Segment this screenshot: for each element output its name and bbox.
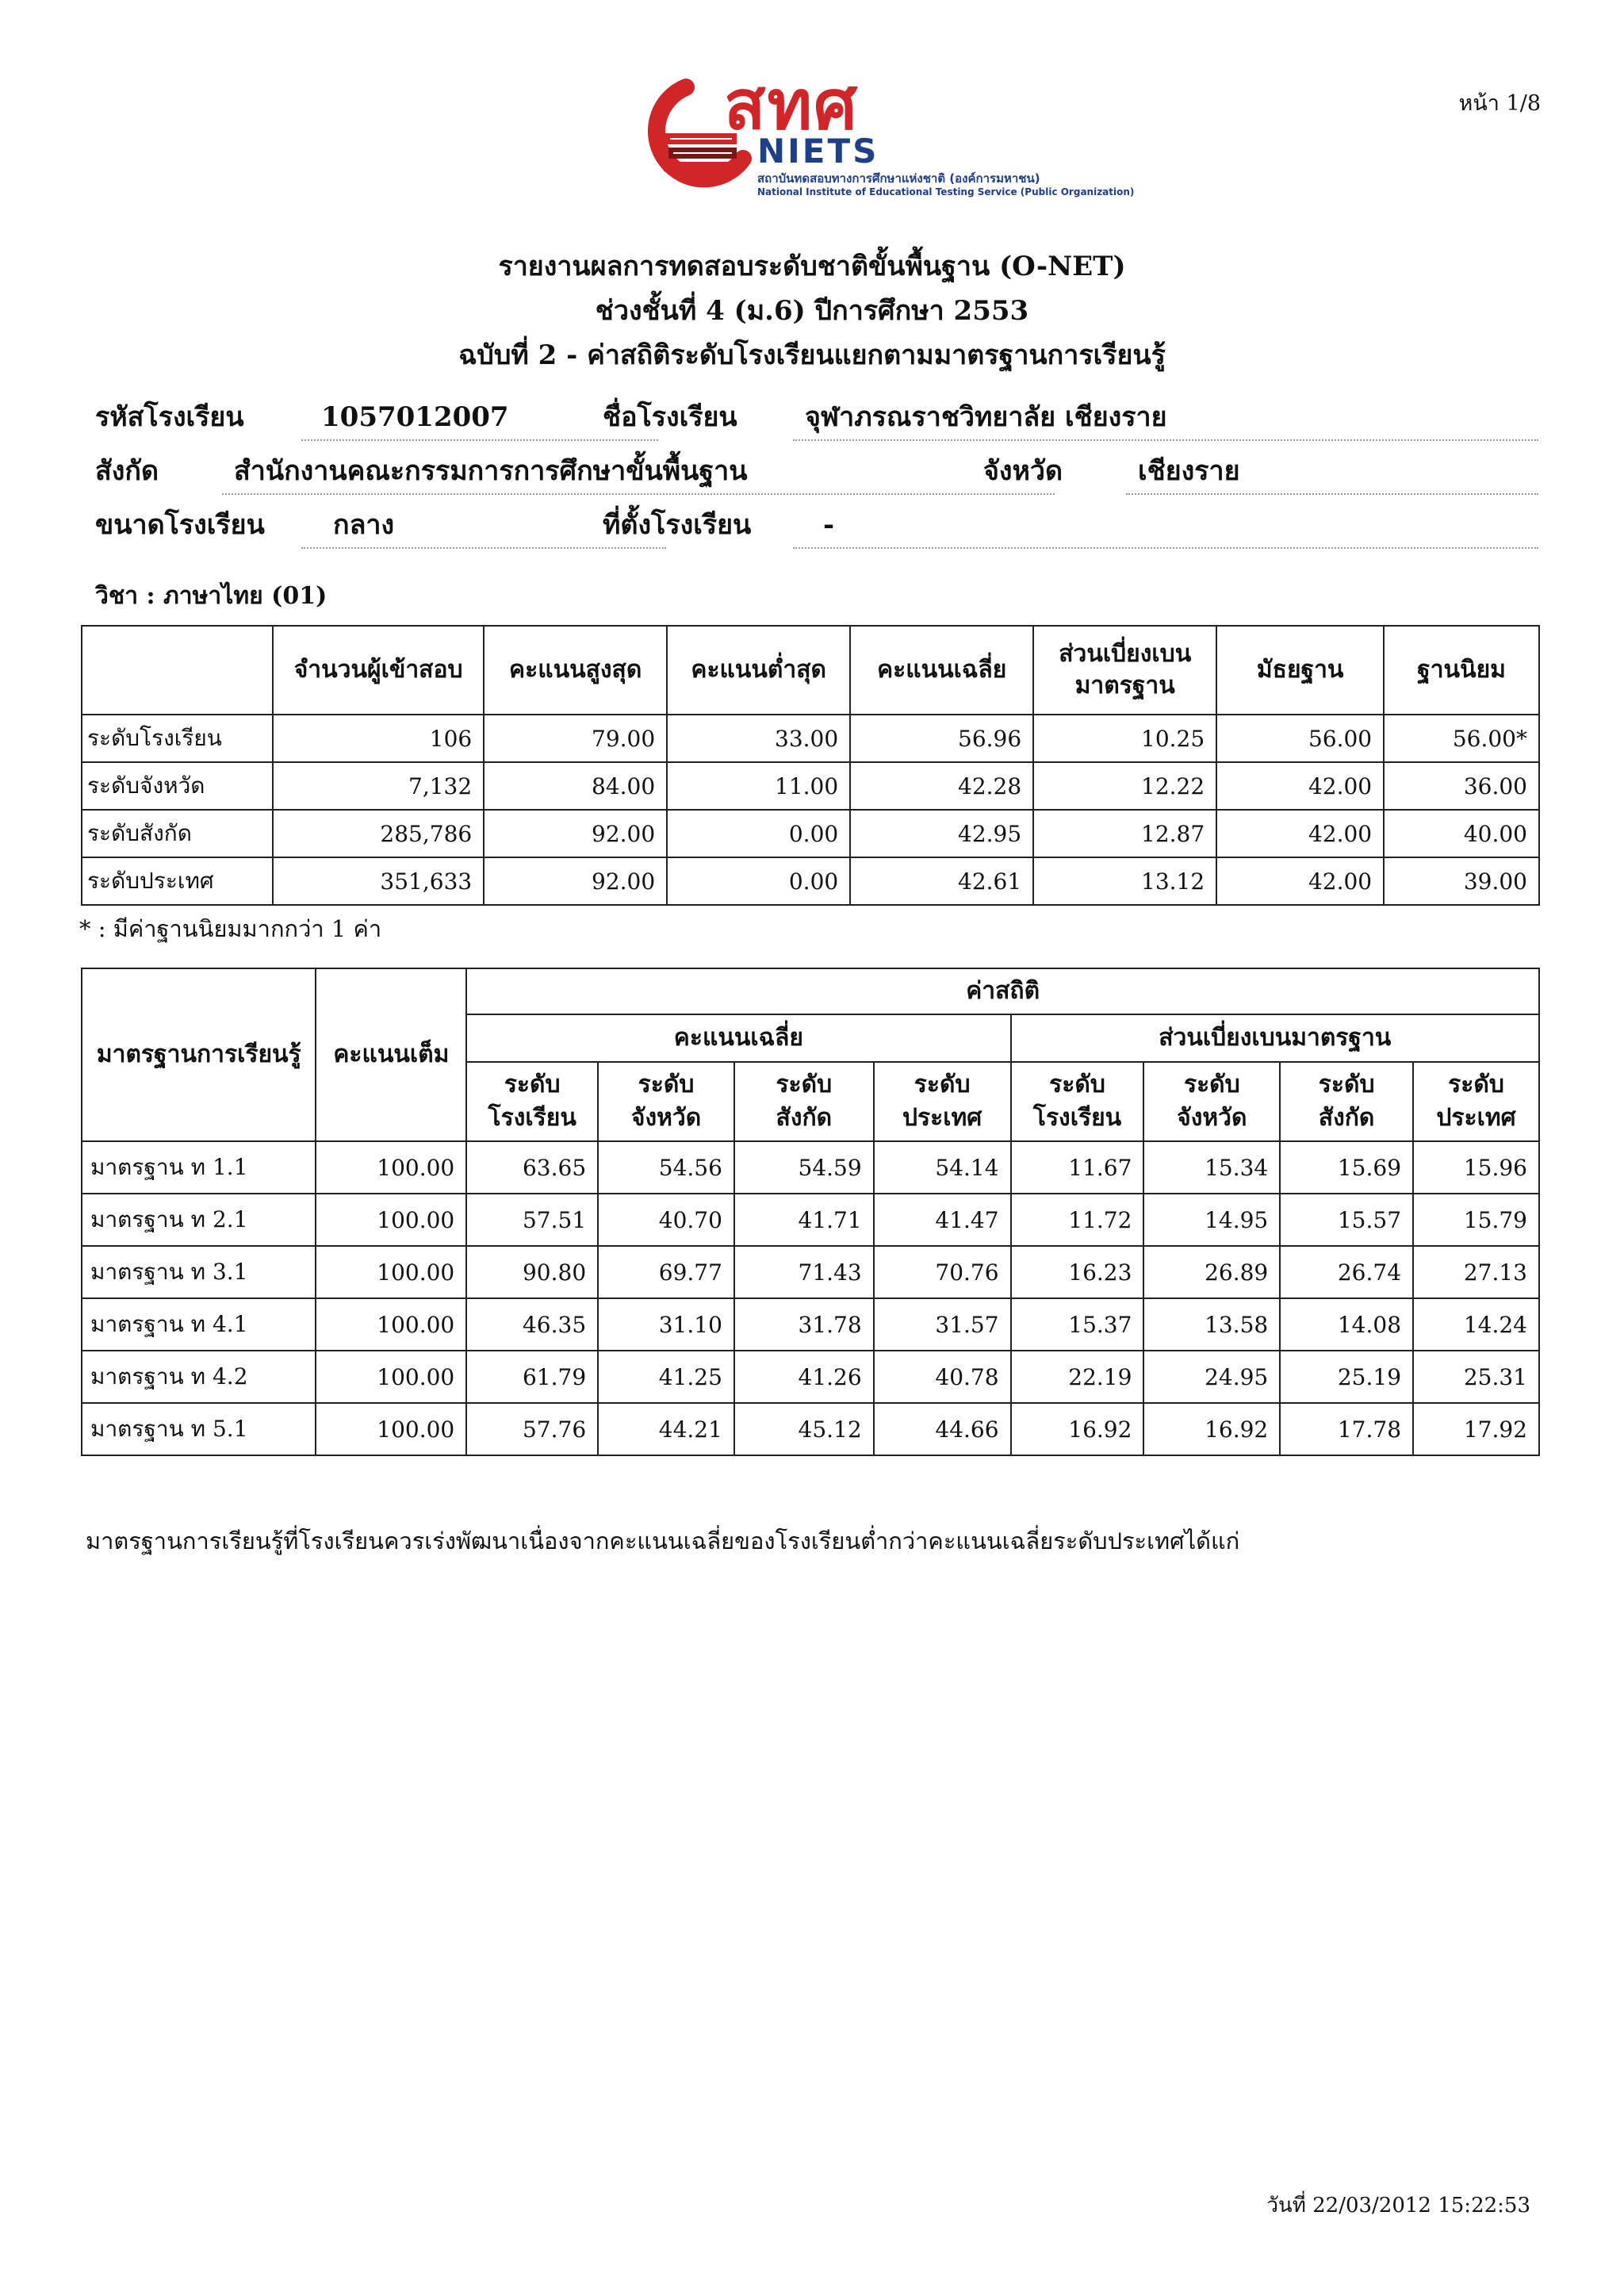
row-label: มาตรฐาน ท 2.1 bbox=[82, 1194, 316, 1246]
cell: 14.95 bbox=[1143, 1194, 1280, 1246]
summary-header-blank bbox=[82, 626, 273, 715]
cell: 15.57 bbox=[1280, 1194, 1413, 1246]
province-label: จังหวัด bbox=[983, 455, 1063, 487]
school-code-value: 1057012007 bbox=[321, 401, 509, 433]
dotted-line bbox=[301, 439, 658, 441]
dotted-line bbox=[1126, 493, 1538, 495]
std-header-mean-affiliation bbox=[734, 1062, 874, 1141]
summary-header-count: จำนวนผู้เข้าสอบ bbox=[273, 626, 484, 715]
cell: 79.00 bbox=[484, 715, 667, 762]
cell: 100.00 bbox=[316, 1141, 466, 1194]
summary-header-row bbox=[82, 626, 1539, 715]
report-title bbox=[0, 244, 1624, 378]
mode-footnote: * : มีค่าฐานนิยมมากกว่า 1 ค่า bbox=[79, 915, 382, 942]
cell: 92.00 bbox=[484, 810, 667, 857]
cell: 63.65 bbox=[466, 1141, 598, 1194]
cell: 54.59 bbox=[734, 1141, 874, 1194]
level-name: ประเทศ bbox=[902, 1104, 982, 1132]
cell: 54.56 bbox=[598, 1141, 734, 1194]
row-label: ระดับประเทศ bbox=[82, 857, 273, 905]
table-row bbox=[82, 1403, 1539, 1455]
summary-header-mode: ฐานนิยม bbox=[1384, 626, 1539, 715]
level-word: ระดับ bbox=[1318, 1071, 1375, 1098]
cell: 42.61 bbox=[850, 857, 1033, 905]
cell: 22.19 bbox=[1011, 1351, 1144, 1403]
std-header-full-score: คะแนนเต็ม bbox=[316, 968, 466, 1141]
cell: 15.79 bbox=[1413, 1194, 1539, 1246]
school-location-value: - bbox=[823, 509, 835, 541]
summary-header-max: คะแนนสูงสุด bbox=[484, 626, 667, 715]
cell: 40.00 bbox=[1384, 810, 1539, 857]
level-word: ระดับ bbox=[914, 1071, 971, 1098]
cell: 25.31 bbox=[1413, 1351, 1539, 1403]
dotted-line bbox=[301, 547, 666, 549]
title-line-3: ฉบับที่ 2 - ค่าสถิติระดับโรงเรียนแยกตามมาตรฐานการเรียนรู้ bbox=[458, 339, 1166, 371]
std-header-mean: คะแนนเฉลี่ย bbox=[466, 1014, 1010, 1062]
dotted-line bbox=[222, 493, 1055, 495]
cell: 42.95 bbox=[850, 810, 1033, 857]
cell: 16.92 bbox=[1011, 1403, 1144, 1455]
cell: 61.79 bbox=[466, 1351, 598, 1403]
cell: 36.00 bbox=[1384, 762, 1539, 810]
title-line-2: ช่วงชั้นที่ 4 (ม.6) ปีการศึกษา 2553 bbox=[595, 295, 1029, 327]
row-label: ระดับจังหวัด bbox=[82, 762, 273, 810]
std-header-sd-country bbox=[1413, 1062, 1539, 1141]
cell: 71.43 bbox=[734, 1246, 874, 1298]
table-row bbox=[82, 1351, 1539, 1403]
cell: 0.00 bbox=[667, 810, 850, 857]
cell: 41.26 bbox=[734, 1351, 874, 1403]
logo-brand-thai: สทศ bbox=[724, 66, 859, 145]
std-header-sd: ส่วนเบี่ยงเบนมาตรฐาน bbox=[1011, 1014, 1539, 1062]
level-word: ระดับ bbox=[1448, 1071, 1504, 1098]
cell: 46.35 bbox=[466, 1298, 598, 1351]
row-label: มาตรฐาน ท 4.2 bbox=[82, 1351, 316, 1403]
cell: 26.74 bbox=[1280, 1246, 1413, 1298]
cell: 351,633 bbox=[273, 857, 484, 905]
cell: 15.69 bbox=[1280, 1141, 1413, 1194]
cell: 44.21 bbox=[598, 1403, 734, 1455]
cell: 41.25 bbox=[598, 1351, 734, 1403]
cell: 14.08 bbox=[1280, 1298, 1413, 1351]
school-size-label: ขนาดโรงเรียน bbox=[95, 509, 265, 541]
table-row bbox=[82, 1194, 1539, 1246]
cell: 42.00 bbox=[1216, 762, 1384, 810]
table-row bbox=[82, 762, 1539, 810]
logo-org-en: National Institute of Educational Testing Service (Public Organization) bbox=[757, 186, 1135, 197]
cell: 106 bbox=[273, 715, 484, 762]
level-name: จังหวัด bbox=[1177, 1104, 1247, 1132]
affiliation-label: สังกัด bbox=[95, 455, 159, 487]
row-label: มาตรฐาน ท 1.1 bbox=[82, 1141, 316, 1194]
cell: 12.87 bbox=[1033, 810, 1216, 857]
print-date: วันที่ 22/03/2012 15:22:53 bbox=[1266, 2194, 1530, 2217]
affiliation-row bbox=[95, 449, 1538, 498]
school-size-value: กลาง bbox=[333, 509, 395, 541]
cell: 100.00 bbox=[316, 1246, 466, 1298]
logo-brand-en: NIETS bbox=[757, 132, 879, 171]
level-word: ระดับ bbox=[638, 1071, 695, 1098]
cell: 31.10 bbox=[598, 1298, 734, 1351]
cell: 15.96 bbox=[1413, 1141, 1539, 1194]
cell: 90.80 bbox=[466, 1246, 598, 1298]
cell: 69.77 bbox=[598, 1246, 734, 1298]
std-header-sd-province bbox=[1143, 1062, 1280, 1141]
table-row bbox=[82, 857, 1539, 905]
cell: 11.00 bbox=[667, 762, 850, 810]
std-header-mean-country bbox=[874, 1062, 1011, 1141]
row-label: มาตรฐาน ท 5.1 bbox=[82, 1403, 316, 1455]
level-word: ระดับ bbox=[504, 1071, 561, 1098]
cell: 27.13 bbox=[1413, 1246, 1539, 1298]
cell: 13.58 bbox=[1143, 1298, 1280, 1351]
std-header-mean-school bbox=[466, 1062, 598, 1141]
level-word: ระดับ bbox=[776, 1071, 833, 1098]
cell: 42.00 bbox=[1216, 810, 1384, 857]
level-name: สังกัด bbox=[776, 1104, 833, 1132]
school-code-label: รหัสโรงเรียน bbox=[95, 401, 244, 433]
cell: 7,132 bbox=[273, 762, 484, 810]
cell: 56.96 bbox=[850, 715, 1033, 762]
dotted-line bbox=[793, 439, 1538, 441]
level-name: สังกัด bbox=[1318, 1104, 1375, 1132]
level-word: ระดับ bbox=[1183, 1071, 1240, 1098]
improvement-note: มาตรฐานการเรียนรู้ที่โรงเรียนควรเร่งพัฒนาเนื่องจากคะแนนเฉลี่ยของโรงเรียนต่ำกว่าคะแนนเฉลี่ยระดับประเทศได้แก่ bbox=[86, 1527, 1240, 1554]
cell: 11.72 bbox=[1011, 1194, 1144, 1246]
row-label: ระดับสังกัด bbox=[82, 810, 273, 857]
row-label: มาตรฐาน ท 3.1 bbox=[82, 1246, 316, 1298]
cell: 57.76 bbox=[466, 1403, 598, 1455]
cell: 57.51 bbox=[466, 1194, 598, 1246]
summary-header-sd-line2: มาตรฐาน bbox=[1074, 672, 1175, 700]
summary-header-median: มัธยฐาน bbox=[1216, 626, 1384, 715]
cell: 15.37 bbox=[1011, 1298, 1144, 1351]
cell: 54.14 bbox=[874, 1141, 1011, 1194]
cell: 0.00 bbox=[667, 857, 850, 905]
cell: 16.23 bbox=[1011, 1246, 1144, 1298]
cell: 17.78 bbox=[1280, 1403, 1413, 1455]
cell: 42.00 bbox=[1216, 857, 1384, 905]
cell: 12.22 bbox=[1033, 762, 1216, 810]
cell: 33.00 bbox=[667, 715, 850, 762]
cell: 100.00 bbox=[316, 1194, 466, 1246]
cell: 10.25 bbox=[1033, 715, 1216, 762]
cell: 40.78 bbox=[874, 1351, 1011, 1403]
cell: 100.00 bbox=[316, 1403, 466, 1455]
cell: 42.28 bbox=[850, 762, 1033, 810]
cell: 24.95 bbox=[1143, 1351, 1280, 1403]
cell: 84.00 bbox=[484, 762, 667, 810]
cell: 17.92 bbox=[1413, 1403, 1539, 1455]
summary-header-min: คะแนนต่ำสุด bbox=[667, 626, 850, 715]
std-header-standard: มาตรฐานการเรียนรู้ bbox=[82, 968, 316, 1141]
province-value: เชียงราย bbox=[1138, 455, 1240, 487]
title-line-1: รายงานผลการทดสอบระดับชาติขั้นพื้นฐาน (O-NET) bbox=[498, 251, 1126, 282]
cell: 70.76 bbox=[874, 1246, 1011, 1298]
std-header-sd-affiliation bbox=[1280, 1062, 1413, 1141]
cell: 25.19 bbox=[1280, 1351, 1413, 1403]
school-code-row bbox=[95, 395, 1538, 444]
standards-statistics-table bbox=[81, 968, 1540, 1456]
table-row bbox=[82, 1141, 1539, 1194]
school-size-row bbox=[95, 503, 1538, 552]
std-header-sd-school bbox=[1011, 1062, 1144, 1141]
level-name: จังหวัด bbox=[630, 1104, 702, 1132]
cell: 40.70 bbox=[598, 1194, 734, 1246]
cell: 45.12 bbox=[734, 1403, 874, 1455]
row-label: มาตรฐาน ท 4.1 bbox=[82, 1298, 316, 1351]
summary-header-sd-line1: ส่วนเบี่ยงเบน bbox=[1059, 640, 1192, 668]
cell: 92.00 bbox=[484, 857, 667, 905]
cell: 13.12 bbox=[1033, 857, 1216, 905]
cell: 285,786 bbox=[273, 810, 484, 857]
table-row bbox=[82, 715, 1539, 762]
school-location-label: ที่ตั้งโรงเรียน bbox=[603, 509, 752, 541]
summary-header-sd bbox=[1033, 626, 1216, 715]
affiliation-value: สำนักงานคณะกรรมการการศึกษาขั้นพื้นฐาน bbox=[234, 455, 748, 487]
std-header-mean-province bbox=[598, 1062, 734, 1141]
cell: 41.47 bbox=[874, 1194, 1011, 1246]
cell: 26.89 bbox=[1143, 1246, 1280, 1298]
level-word: ระดับ bbox=[1049, 1071, 1105, 1098]
page-number: หน้า 1/8 bbox=[1458, 91, 1541, 116]
cell: 41.71 bbox=[734, 1194, 874, 1246]
summary-statistics-table bbox=[81, 625, 1540, 906]
std-header-statistics: ค่าสถิติ bbox=[466, 968, 1539, 1014]
school-name-value: จุฬาภรณราชวิทยาลัย เชียงราย bbox=[805, 401, 1167, 433]
cell: 11.67 bbox=[1011, 1141, 1144, 1194]
row-label: ระดับโรงเรียน bbox=[82, 715, 273, 762]
level-name: ประเทศ bbox=[1436, 1104, 1516, 1132]
cell: 14.24 bbox=[1413, 1298, 1539, 1351]
level-name: โรงเรียน bbox=[1032, 1104, 1122, 1132]
dotted-line bbox=[793, 547, 1538, 549]
cell: 100.00 bbox=[316, 1351, 466, 1403]
table-row bbox=[82, 1298, 1539, 1351]
cell: 56.00 bbox=[1216, 715, 1384, 762]
niets-logo bbox=[638, 66, 1135, 206]
cell: 56.00* bbox=[1384, 715, 1539, 762]
cell: 31.57 bbox=[874, 1298, 1011, 1351]
summary-header-mean: คะแนนเฉลี่ย bbox=[850, 626, 1033, 715]
cell: 31.78 bbox=[734, 1298, 874, 1351]
cell: 16.92 bbox=[1143, 1403, 1280, 1455]
table-row bbox=[82, 810, 1539, 857]
subject-label: วิชา : ภาษาไทย (01) bbox=[95, 582, 327, 610]
logo-org-thai: สถาบันทดสอบทางการศึกษาแห่งชาติ (องค์การมหาชน) bbox=[757, 171, 1040, 186]
level-name: โรงเรียน bbox=[488, 1104, 576, 1132]
table-row bbox=[82, 1246, 1539, 1298]
cell: 44.66 bbox=[874, 1403, 1011, 1455]
cell: 15.34 bbox=[1143, 1141, 1280, 1194]
school-name-label: ชื่อโรงเรียน bbox=[603, 401, 737, 433]
cell: 39.00 bbox=[1384, 857, 1539, 905]
cell: 100.00 bbox=[316, 1298, 466, 1351]
std-header-row-1 bbox=[82, 968, 1539, 1014]
